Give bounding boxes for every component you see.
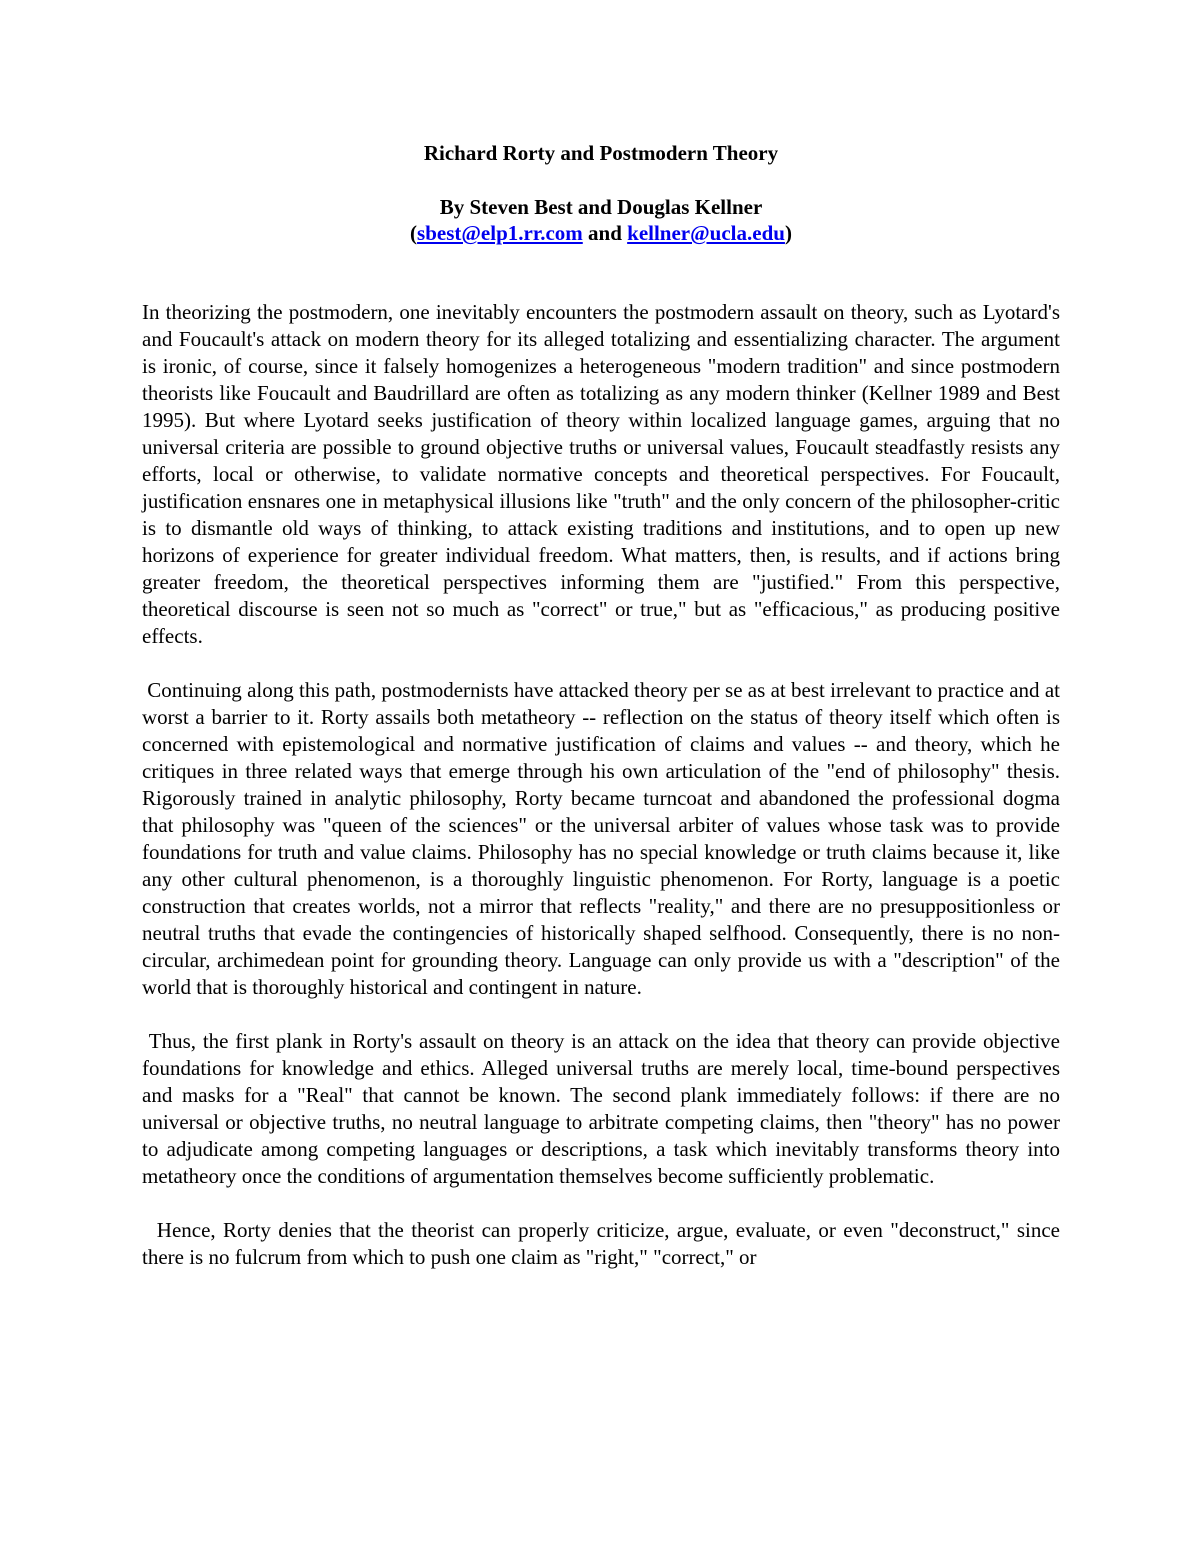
contact-open-paren: ( xyxy=(410,221,418,245)
contact-and: and xyxy=(582,221,628,245)
paragraph-2: Continuing along this path, postmodernists have attacked theory per se as at best irrelevant to practice and at worst a barrier to it. Rorty assails both metatheory -- reflection on the status of theory itself which often is concerned with epistemological and normative justification of claims and values -- and theory, which he critiques in three related ways that emerge through his own articulation of the "end of philosophy" thesis. Rigorously trained in analytic philosophy, Rorty became turncoat and abandoned the professional dogma that philosophy was "queen of the sciences" or the universal arbiter of values whose task was to provide foundations for truth and value claims. Philosophy has no special knowledge or truth claims because it, like any other cultural phenomenon, is a thoroughly linguistic phenomenon. For Rorty, language is a poetic construction that creates worlds, not a mirror that reflects "reality," and there are no presuppositionless or neutral truths that evade the contingencies of historically shaped selfhood. Consequently, there is no non-circular, archimedean point for grounding theory. Language can only provide us with a "description" of the world that is thoroughly historical and contingent in nature. xyxy=(142,678,1066,999)
contact-close-paren: ) xyxy=(784,221,792,245)
document-page xyxy=(142,140,1066,1271)
paragraph-3: Thus, the first plank in Rorty's assault on theory is an attack on the idea that theory can provide objective foundations for knowledge and ethics. Alleged universal truths are merely local, time-bound perspectives and masks for a "Real" that cannot be known. The second plank immediately follows: if there are no universal or objective truths, no neutral language to arbitrate competing claims, then "theory" has no power to adjudicate among competing languages or descriptions, a task which inevitably transforms theory into metatheory once the conditions of argumentation themselves become sufficiently problematic. xyxy=(142,1029,1066,1188)
paragraph-1: In theorizing the postmodern, one inevitably encounters the postmodern assault on theory, such as Lyotard's and Foucault's attack on modern theory for its alleged totalizing and essentializing character. The argument is ironic, of course, since it falsely homogenizes a heterogeneous "modern tradition" and since postmodern theorists like Foucault and Baudrillard are often as totalizing as any modern thinker (Kellner 1989 and Best 1995). But where Lyotard seeks justification of theory within localized language games, arguing that no universal criteria are possible to ground objective truths or universal values, Foucault steadfastly resists any efforts, local or otherwise, to validate normative concepts and theoretical perspectives. For Foucault, justification ensnares one in metaphysical illusions like "truth" and the only concern of the philosopher-critic is to dismantle old ways of thinking, to attack existing traditions and institutions, and to open up new horizons of experience for greater individual freedom. What matters, then, is results, and if actions bring greater freedom, the theoretical perspectives informing them are "justified." From this perspective, theoretical discourse is seen not so much as "correct" or true," but as "efficacious," as producing positive effects. xyxy=(142,300,1060,648)
contact-line xyxy=(142,220,1060,246)
document-byline: By Steven Best and Douglas Kellner xyxy=(439,195,763,219)
email-link-sbest[interactable]: sbest@elp1.rr.com xyxy=(417,221,583,245)
document-title: Richard Rorty and Postmodern Theory xyxy=(423,141,779,165)
paragraph-4: Hence, Rorty denies that the theorist can properly criticize, argue, evaluate, or even "deconstruct," since there is no fulcrum from which to push one claim as "right," "correct," or xyxy=(142,1218,1066,1269)
email-link-kellner[interactable]: kellner@ucla.edu xyxy=(627,221,785,245)
